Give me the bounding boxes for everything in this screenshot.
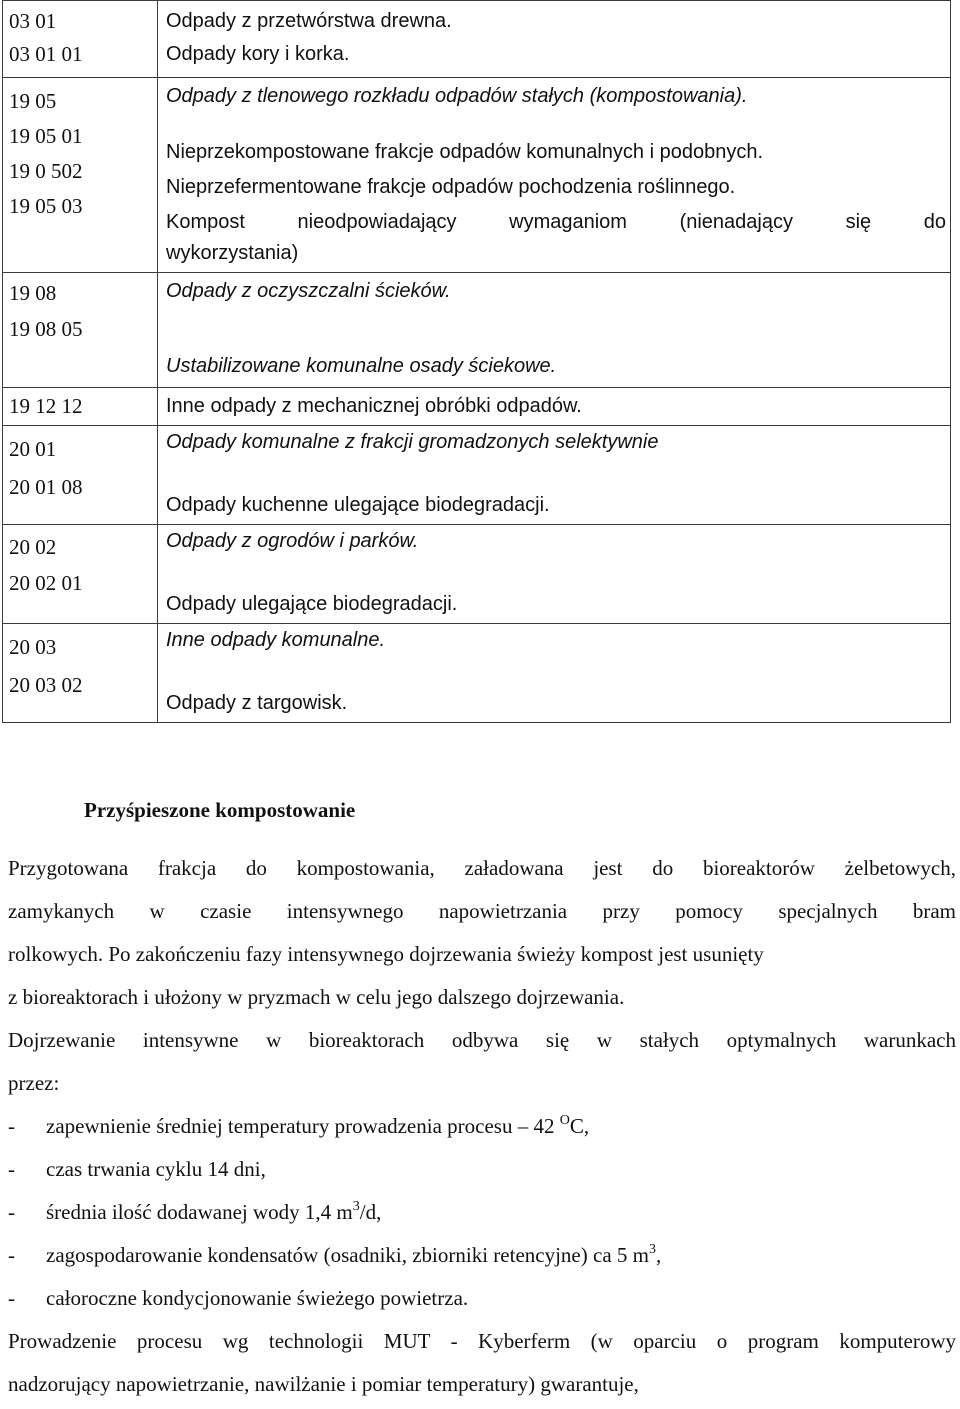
list-item [8,1108,956,1151]
waste-description: Inne odpady z mechanicznej obróbki odpadów. [166,395,582,417]
description-cell [158,388,951,426]
list-item-text: zagospodarowanie kondensatów (osadniki, zbiorniki retencyjne) ca 5 m [46,1243,649,1267]
waste-description: Odpady kuchenne ulegające biodegradacji. [166,494,550,516]
waste-code: 20 03 02 [9,673,83,697]
waste-code: 20 01 [9,437,57,461]
superscript: O [559,1113,570,1128]
waste-description: Odpady z przetwórstwa drewna. [166,10,452,32]
list-item-suffix: , [655,1243,662,1267]
table-row [3,78,951,273]
superscript: 3 [648,1242,656,1257]
description-cell [158,426,951,525]
list-dash: - [8,1200,15,1224]
waste-description: Inne odpady komunalne. [166,629,386,651]
waste-code: 19 08 05 [9,317,83,341]
code-cell [3,624,158,723]
list-item [8,1151,956,1194]
description-cell [158,273,951,388]
list-dash: - [8,1157,15,1181]
paragraph-line: Dojrzewanie intensywne w bioreaktorach odbywa się w stałych optymalnych warunkach [8,1028,956,1052]
waste-code: 03 01 01 [9,42,83,66]
waste-description: Odpady komunalne z frakcji gromadzonych selektywnie [166,431,659,453]
waste-code-table [2,0,951,723]
list-dash: - [8,1114,15,1138]
waste-code: 20 02 01 [9,571,83,595]
paragraph-line: z bioreaktorach i ułożony w pryzmach w celu jego dalszego dojrzewania. [8,985,625,1009]
list-item-suffix: C, [569,1114,590,1138]
code-cell [3,273,158,388]
waste-description: Nieprzefermentowane frakcje odpadów pochodzenia roślinnego. [166,176,736,198]
paragraph-line: zamykanych w czasie intensywnego napowietrzania przy pomocy specjalnych bram [8,899,956,923]
superscript: 3 [352,1199,360,1214]
waste-description: Odpady z oczyszczalni ścieków. [166,280,451,302]
waste-description: Odpady z ogrodów i parków. [166,530,419,552]
list-item-text: czas trwania cyklu 14 dni, [46,1157,266,1181]
waste-code: 19 08 [9,281,57,305]
waste-description: Odpady z targowisk. [166,692,348,714]
list-dash: - [8,1243,15,1267]
table-row [3,624,951,723]
code-cell [3,525,158,624]
waste-code: 20 01 08 [9,475,83,499]
description-cell [158,78,951,273]
waste-code: 19 0 502 [9,159,83,183]
table-row [3,1,951,78]
code-cell [3,78,158,273]
paragraph-line: przez: [8,1071,60,1095]
code-cell [3,388,158,426]
list-item-suffix: /d, [359,1200,382,1224]
paragraph-line: Przygotowana frakcja do kompostowania, załadowana jest do bioreaktorów żelbetowych, [8,856,956,880]
list-item [8,1280,956,1323]
list-item-text: całoroczne kondycjonowanie świeżego powietrza. [46,1286,469,1310]
list-item-text: zapewnienie średniej temperatury prowadzenia procesu – 42 [46,1114,560,1138]
waste-description: Nieprzekompostowane frakcje odpadów komunalnych i podobnych. [166,141,764,163]
waste-description: Odpady kory i korka. [166,43,350,65]
waste-description: Ustabilizowane komunalne osady ściekowe. [166,355,557,377]
waste-description: wykorzystania) [166,242,299,264]
table-row [3,388,951,426]
section-heading: Przyśpieszone kompostowanie [84,798,356,822]
waste-code: 20 02 [9,535,57,559]
waste-code: 03 01 [9,9,57,33]
description-cell [158,525,951,624]
body-text [8,850,956,1409]
table-row [3,273,951,388]
waste-code: 19 05 01 [9,124,83,148]
waste-code: 19 05 [9,89,57,113]
list-item [8,1194,956,1237]
table-row [3,525,951,624]
waste-description: Odpady ulegające biodegradacji. [166,593,458,615]
waste-code: 19 05 03 [9,194,83,218]
list-item-text: średnia ilość dodawanej wody 1,4 m [46,1200,353,1224]
list-dash: - [8,1286,15,1310]
waste-description: Kompost nieodpowiadający wymaganiom (nienadający się do [166,211,946,233]
paragraph-line: Prowadzenie procesu wg technologii MUT - Kyberferm (w oparciu o program komputerowy [8,1329,956,1353]
description-cell [158,1,951,78]
code-cell [3,1,158,78]
table-row [3,426,951,525]
code-cell [3,426,158,525]
waste-code: 20 03 [9,635,57,659]
waste-code: 19 12 12 [9,394,83,418]
paragraph-line: rolkowych. Po zakończeniu fazy intensywnego dojrzewania świeży kompost jest usunięty [8,942,764,966]
waste-description: Odpady z tlenowego rozkładu odpadów stałych (kompostowania). [166,85,748,107]
paragraph-line: nadzorujący napowietrzanie, nawilżanie i pomiar temperatury) gwarantuje, [8,1372,639,1396]
description-cell [158,624,951,723]
list-item [8,1237,956,1280]
